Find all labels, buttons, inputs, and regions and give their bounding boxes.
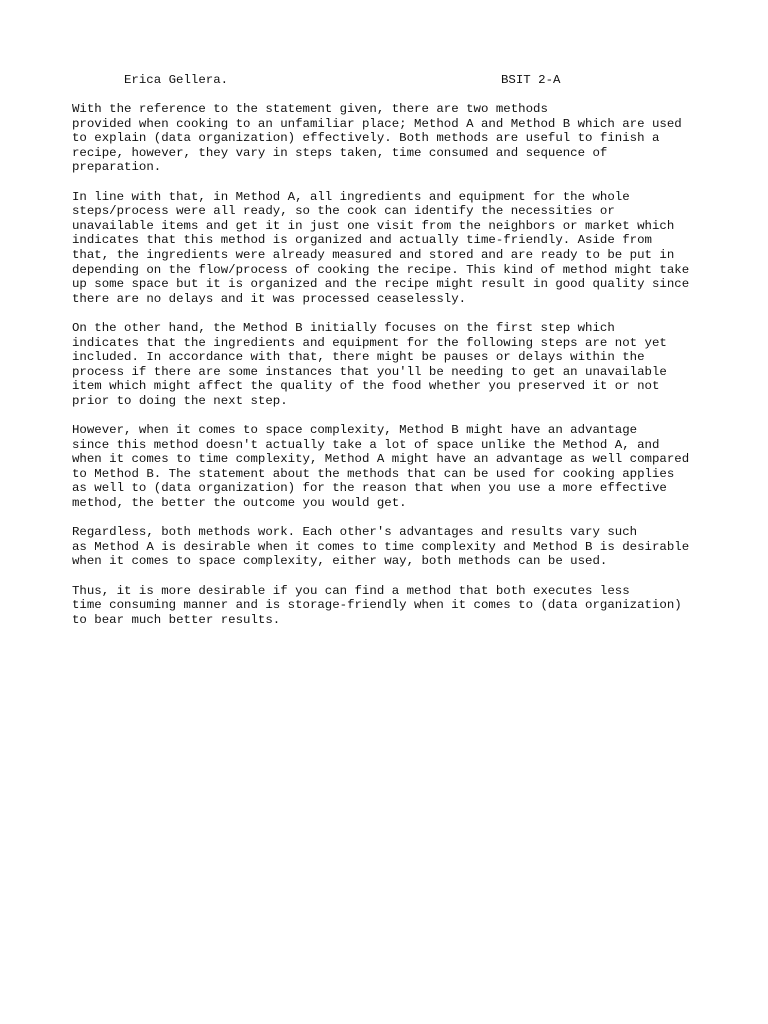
document-header [72,73,700,88]
paragraph-complexity: However, when it comes to space complexity, Method B might have an advantage since this method doesn't actually take a lot of space unlike the Method A, and when it comes to time complexity, Method A might have an advantage as well compared to Method B. The statement about the methods that can be used for cooking applies as well to (data organization) for the reason that when you use a more effective method, the better the outcome you would get. [72,423,690,511]
paragraph-regardless: Regardless, both methods work. Each other's advantages and results vary such as Method A is desirable when it comes to time complexity and Method B is desirable when it comes to space complexity, either way, both methods can be used. [72,525,690,569]
paragraph-conclusion: Thus, it is more desirable if you can find a method that both executes less time consuming manner and is storage-friendly when it comes to (data organization) to bear much better results. [72,583,682,627]
section-label: BSIT 2-A [501,73,561,87]
author-name: Erica Gellera. [124,73,229,87]
paragraph-intro: With the reference to the statement given, there are two methods provided when cooking to an unfamiliar place; Method A and Method B which are used to explain (data organization) effectively. Both methods are useful to finish a recipe, however, they vary in steps taken, time consumed and sequence of preparation. [72,102,682,175]
document-page [72,73,700,642]
paragraph-method-a: In line with that, in Method A, all ingredients and equipment for the whole steps/process were all ready, so the cook can identify the necessities or unavailable items and get it in just one visit from the neighbors or market which indicates that this method is organized and actually time-friendly. Aside from that, the ingredients were already measured and stored and are ready to be put in depending on the flow/process of cooking the recipe. This kind of method might take up some space but it is organized and the recipe might result in good quality since there are no delays and it was processed ceaselessly. [72,189,690,306]
paragraph-method-b: On the other hand, the Method B initially focuses on the first step which indicates that the ingredients and equipment for the following steps are not yet included. In accordance with that, there might be pauses or delays within the process if there are some instances that you'll be needing to get an unavailable item which might affect the quality of the food whether you preserved it or not prior to doing the next step. [72,320,667,408]
